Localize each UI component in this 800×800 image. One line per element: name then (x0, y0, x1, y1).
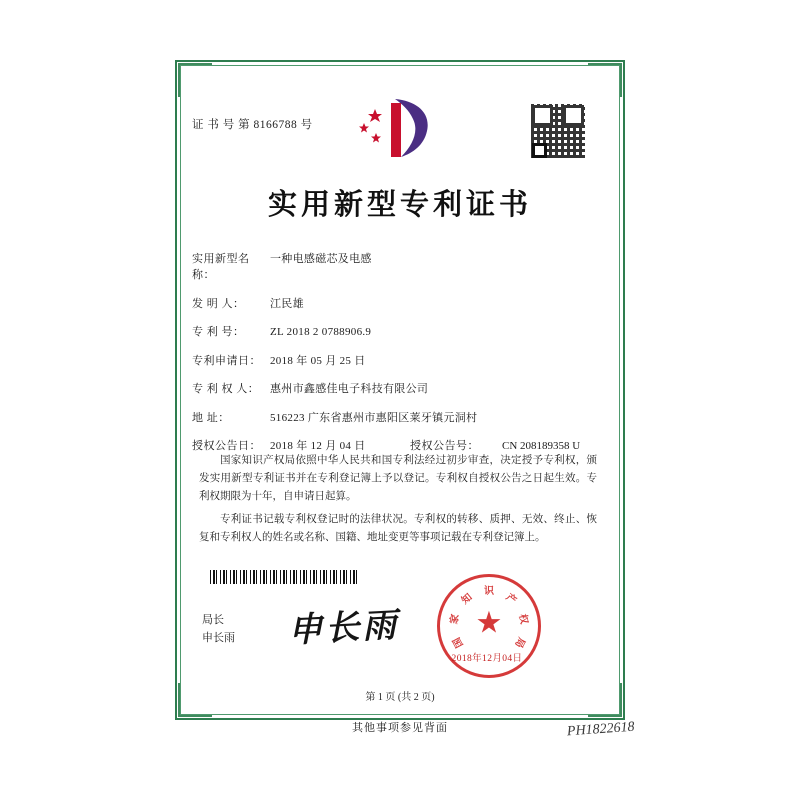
field-value: 2018 年 05 月 25 日 (270, 354, 366, 367)
director-title-line2: 申长雨 (202, 632, 235, 644)
footnote: 其他事项参见背面 (352, 722, 448, 734)
field-label: 发 明 人： (192, 297, 245, 310)
field-value: ZL 2018 2 0788906.9 (270, 326, 372, 338)
grant-number-label: 授权公告号： (410, 440, 479, 452)
field-row (192, 352, 602, 368)
field-list (192, 250, 602, 466)
director-signature: 申长雨 (287, 607, 401, 650)
field-label: 专利申请日： (192, 354, 261, 367)
cnipa-logo-icon (355, 95, 445, 161)
director-title-line1: 局长 (202, 614, 224, 626)
page-number: 第 1 页 (共 2 页) (365, 692, 435, 703)
director-title (202, 611, 235, 647)
field-label: 专 利 号： (192, 326, 245, 338)
field-row-grant (192, 437, 602, 453)
grant-number-value: CN 208189358 U (502, 440, 581, 452)
field-row (192, 409, 602, 425)
field-value: 惠州市鑫感佳电子科技有限公司 (270, 383, 429, 395)
grant-date-value: 2018 年 12 月 04 日 (270, 440, 366, 452)
corner-ornament-top-left (178, 63, 212, 97)
field-value: 516223 广东省惠州市惠阳区莱牙镇元洞村 (270, 411, 478, 424)
field-label: 地 址： (192, 411, 230, 424)
field-value: 江民雄 (270, 297, 304, 310)
certificate-number: 证 书 号 第 8166788 号 (192, 119, 313, 131)
field-row (192, 380, 602, 396)
seal-ring-text: 国 家 知 识 产 权 局 (448, 586, 530, 650)
page-title: 实用新型专利证书 (267, 189, 532, 221)
legal-text (199, 452, 597, 552)
handwritten-note: PH1822618 (566, 719, 636, 740)
star-icon: ★ (475, 606, 503, 640)
grant-date-label: 授权公告日： (192, 440, 261, 452)
qr-code-finder-icon (532, 143, 547, 158)
seal-date: 2018年12月04日 (451, 654, 523, 664)
barcode-icon (210, 570, 360, 584)
field-label: 专 利 权 人： (192, 383, 260, 395)
field-row (192, 250, 602, 282)
field-row (192, 323, 602, 339)
corner-ornament-top-right (588, 63, 622, 97)
field-value: 一种电感磁芯及电感 (270, 253, 372, 265)
legal-paragraph: 国家知识产权局依照中华人民共和国专利法经过初步审查，决定授予专利权，颁发实用新型专利证书并在专利登记簿上予以登记。专利权自授权公告之日起生效。专利权期限为十年，自申请日起算。 (199, 455, 597, 502)
field-label: 实用新型名称： (192, 253, 250, 281)
field-row (192, 295, 602, 311)
legal-paragraph: 专利证书记载专利权登记时的法律状况。专利权的转移、质押、无效、终止、恢复和专利权人的姓名或名称、国籍、地址变更等事项记载在专利登记簿上。 (199, 514, 597, 543)
